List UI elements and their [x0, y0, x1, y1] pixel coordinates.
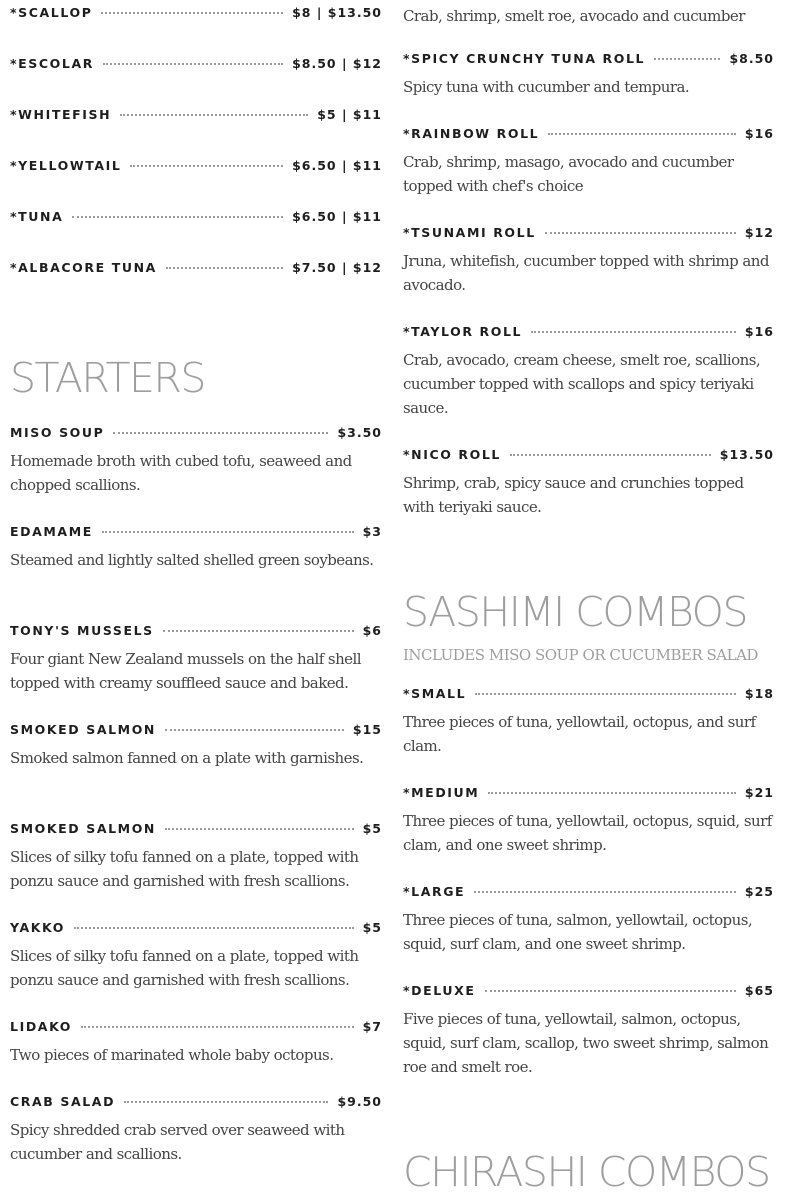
item-description: Three pieces of tuna, yellowtail, octopus, squid, surf clam, and one sweet shrimp. — [403, 812, 772, 854]
dotted-leader — [474, 891, 736, 893]
dotted-leader — [74, 927, 354, 929]
menu-item — [10, 718, 382, 770]
item-price: $7 — [362, 1018, 382, 1034]
item-name: *YELLOWTAIL — [10, 157, 122, 173]
dotted-leader — [165, 729, 344, 731]
item-name: *SCALLOP — [10, 4, 93, 20]
menu-item — [10, 1, 382, 23]
item-name: SMOKED SALMON — [10, 820, 156, 836]
item-description: Spicy shredded crab served over seaweed with cucumber and scallions. — [10, 1121, 345, 1163]
menu-item — [403, 979, 774, 1079]
menu-item — [403, 122, 774, 198]
dotted-leader — [545, 232, 736, 234]
item-name: MISO SOUP — [10, 424, 105, 440]
item-price: $15 — [352, 721, 382, 737]
item-name: *SMALL — [403, 685, 467, 701]
menu-item — [10, 103, 382, 125]
item-name: *LARGE — [403, 883, 466, 899]
item-description: Steamed and lightly salted shelled green soybeans. — [10, 551, 374, 569]
item-price: $8.50 — [729, 50, 774, 66]
dotted-leader — [654, 58, 720, 60]
item-description: Shrimp, crab, spicy sauce and crunchies topped with teriyaki sauce. — [403, 474, 744, 516]
dotted-leader — [81, 1026, 354, 1028]
item-name: LIDAKO — [10, 1018, 73, 1034]
dotted-leader — [488, 792, 736, 794]
dotted-leader — [510, 454, 711, 456]
item-price: $18 — [744, 685, 774, 701]
dotted-leader — [101, 12, 283, 14]
item-price: $5 — [362, 919, 382, 935]
item-description: Three pieces of tuna, salmon, yellowtail, octopus, squid, surf clam, and one sweet shrimp. — [403, 911, 753, 953]
item-price: $9.50 — [337, 1093, 382, 1109]
dotted-leader — [531, 331, 736, 333]
menu-item — [403, 221, 774, 297]
item-name: *DELUXE — [403, 982, 476, 998]
menu-item — [403, 781, 774, 857]
dotted-leader — [102, 531, 354, 533]
menu-item — [403, 443, 774, 519]
menu-item — [10, 154, 382, 176]
item-name: *TSUNAMI ROLL — [403, 224, 536, 240]
item-description: Slices of silky tofu fanned on a plate, topped with ponzu sauce and garnished with fresh scallions. — [10, 848, 359, 890]
dotted-leader — [163, 630, 354, 632]
item-description: Four giant New Zealand mussels on the half shell topped with creamy souffleed sauce and baked. — [10, 650, 362, 692]
section-heading-chirashi-combos: CHIRASHI COMBOS — [403, 1148, 770, 1196]
item-description: Homemade broth with cubed tofu, seaweed and chopped scallions. — [10, 452, 352, 494]
menu-item — [10, 256, 382, 278]
dotted-leader — [485, 990, 736, 992]
item-price: $7.50 | $12 — [292, 259, 382, 275]
item-name: *ALBACORE TUNA — [10, 259, 157, 275]
item-description: Three pieces of tuna, yellowtail, octopus, and surf clam. — [403, 713, 756, 755]
menu-item — [403, 682, 774, 758]
item-price: $25 — [744, 883, 774, 899]
item-price: $6.50 | $11 — [292, 157, 382, 173]
menu-item — [10, 1015, 382, 1067]
item-description: Five pieces of tuna, yellowtail, salmon, octopus, squid, surf clam, scallop, two sweet shrimp, salmon roe and smelt roe. — [403, 1010, 769, 1076]
menu-item — [10, 817, 382, 893]
menu-item — [10, 619, 382, 695]
dotted-leader — [124, 1101, 328, 1103]
item-price: $21 — [744, 784, 774, 800]
dotted-leader — [475, 693, 736, 695]
section-heading-starters: STARTERS — [10, 354, 205, 402]
item-price: $8 | $13.50 — [292, 4, 382, 20]
item-description: Spicy tuna with cucumber and tempura. — [403, 78, 690, 96]
item-price: $3 — [362, 523, 382, 539]
item-name: SMOKED SALMON — [10, 721, 156, 737]
item-description: Smoked salmon fanned on a plate with garnishes. — [10, 749, 364, 767]
item-description: Crab, shrimp, masago, avocado and cucumber topped with chef's choice — [403, 153, 734, 195]
menu-item — [10, 1090, 382, 1166]
item-description: Two pieces of marinated whole baby octopus. — [10, 1046, 334, 1064]
menu-item — [10, 205, 382, 227]
item-price: $3.50 — [337, 424, 382, 440]
menu-item — [403, 47, 774, 99]
dotted-leader — [548, 133, 736, 135]
item-description: Jruna, whitefish, cucumber topped with shrimp and avocado. — [403, 252, 769, 294]
item-price: $8.50 | $12 — [292, 55, 382, 71]
item-name: *WHITEFISH — [10, 106, 112, 122]
menu-item — [10, 916, 382, 992]
section-subheading: INCLUDES MISO SOUP OR CUCUMBER SALAD — [403, 646, 758, 664]
item-price: $5 | $11 — [317, 106, 382, 122]
item-name: *SPICY CRUNCHY TUNA ROLL — [403, 50, 646, 66]
item-price: $5 — [362, 820, 382, 836]
dotted-leader — [103, 63, 283, 65]
section-heading-sashimi-combos: SASHIMI COMBOS — [403, 588, 747, 636]
item-name: *RAINBOW ROLL — [403, 125, 540, 141]
item-name: *NICO ROLL — [403, 446, 501, 462]
dotted-leader — [130, 165, 283, 167]
item-name: *MEDIUM — [403, 784, 480, 800]
menu-item — [10, 421, 382, 497]
item-name: *ESCOLAR — [10, 55, 94, 71]
menu-item — [403, 880, 774, 956]
item-name: *TAYLOR ROLL — [403, 323, 523, 339]
item-name: TONY'S MUSSELS — [10, 622, 154, 638]
item-description: Slices of silky tofu fanned on a plate, topped with ponzu sauce and garnished with fresh scallions. — [10, 947, 359, 989]
item-name: EDAMAME — [10, 523, 93, 539]
item-price: $6 — [362, 622, 382, 638]
dotted-leader — [113, 432, 328, 434]
item-price: $12 — [744, 224, 774, 240]
item-price: $16 — [744, 323, 774, 339]
dotted-leader — [165, 828, 354, 830]
dotted-leader — [72, 216, 283, 218]
item-description-continued: Crab, shrimp, smelt roe, avocado and cucumber — [403, 7, 745, 25]
item-name: YAKKO — [10, 919, 65, 935]
item-price: $6.50 | $11 — [292, 208, 382, 224]
item-price: $65 — [744, 982, 774, 998]
dotted-leader — [166, 267, 283, 269]
item-price: $13.50 — [719, 446, 774, 462]
item-description: Crab, avocado, cream cheese, smelt roe, scallions, cucumber topped with scallops and spicy teriyaki sauce. — [403, 351, 761, 417]
item-name: *TUNA — [10, 208, 64, 224]
menu-item — [10, 52, 382, 74]
menu-item — [10, 520, 382, 572]
item-price: $16 — [744, 125, 774, 141]
dotted-leader — [120, 114, 308, 116]
menu-item — [403, 320, 774, 420]
item-name: CRAB SALAD — [10, 1093, 116, 1109]
